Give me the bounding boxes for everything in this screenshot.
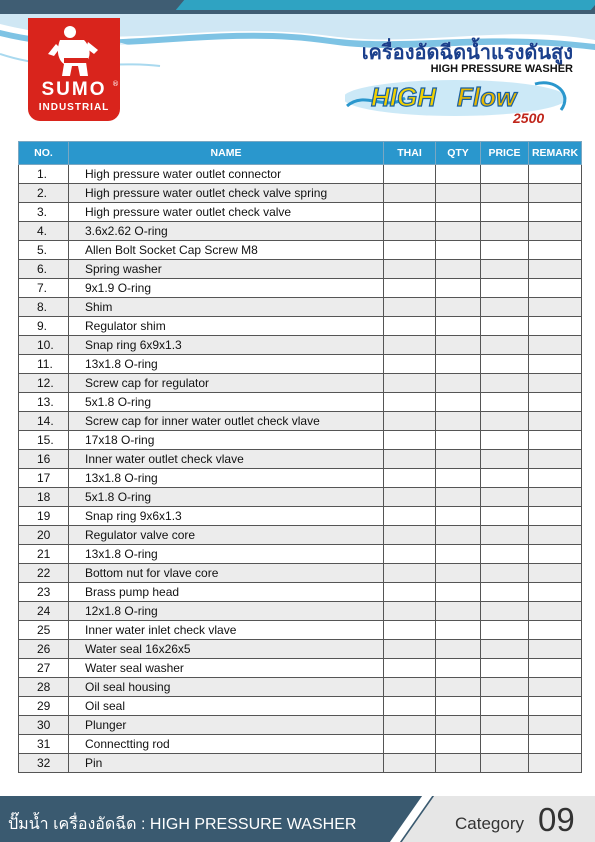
cell-name: Allen Bolt Socket Cap Screw M8 <box>69 241 384 260</box>
cell-thai <box>384 298 436 317</box>
cell-qty <box>436 545 481 564</box>
cell-name: Water seal 16x26x5 <box>69 640 384 659</box>
cell-remark <box>529 412 582 431</box>
cell-remark <box>529 222 582 241</box>
header-price: PRICE <box>481 142 529 165</box>
category-label: Category <box>455 814 524 833</box>
cell-thai <box>384 184 436 203</box>
cell-no: 31 <box>19 735 69 754</box>
cell-qty <box>436 469 481 488</box>
cell-qty <box>436 317 481 336</box>
table-row <box>19 507 582 526</box>
cell-remark <box>529 659 582 678</box>
cell-no: 18 <box>19 488 69 507</box>
cell-price <box>481 374 529 393</box>
cell-qty <box>436 488 481 507</box>
cell-remark <box>529 716 582 735</box>
table-row <box>19 583 582 602</box>
cell-name: Bottom nut for vlave core <box>69 564 384 583</box>
cell-price <box>481 298 529 317</box>
cell-remark <box>529 431 582 450</box>
cell-remark <box>529 735 582 754</box>
cell-thai <box>384 583 436 602</box>
cell-remark <box>529 260 582 279</box>
cell-remark <box>529 317 582 336</box>
table-row <box>19 754 582 773</box>
table-row <box>19 298 582 317</box>
cell-no: 25 <box>19 621 69 640</box>
cell-name: 5x1.8 O-ring <box>69 393 384 412</box>
cell-price <box>481 716 529 735</box>
cell-remark <box>529 526 582 545</box>
table-row <box>19 355 582 374</box>
cell-no: 16 <box>19 450 69 469</box>
table-row <box>19 488 582 507</box>
cell-no: 12. <box>19 374 69 393</box>
cell-no: 15. <box>19 431 69 450</box>
cell-price <box>481 697 529 716</box>
cell-remark <box>529 393 582 412</box>
cell-qty <box>436 697 481 716</box>
cell-price <box>481 583 529 602</box>
cell-price <box>481 222 529 241</box>
table-row <box>19 279 582 298</box>
cell-no: 29 <box>19 697 69 716</box>
cell-name: 17x18 O-ring <box>69 431 384 450</box>
cell-price <box>481 241 529 260</box>
cell-thai <box>384 431 436 450</box>
table-row <box>19 222 582 241</box>
cell-thai <box>384 260 436 279</box>
cell-price <box>481 279 529 298</box>
cell-name: High pressure water outlet check valve <box>69 203 384 222</box>
cell-no: 3. <box>19 203 69 222</box>
table-row <box>19 602 582 621</box>
cell-qty <box>436 754 481 773</box>
cell-no: 4. <box>19 222 69 241</box>
logo-name: SUMO <box>41 79 107 100</box>
cell-qty <box>436 716 481 735</box>
cell-qty <box>436 203 481 222</box>
cell-price <box>481 507 529 526</box>
cell-qty <box>436 564 481 583</box>
cell-qty <box>436 735 481 754</box>
cell-name: Inner water inlet check vlave <box>69 621 384 640</box>
cell-no: 10. <box>19 336 69 355</box>
cell-remark <box>529 488 582 507</box>
table-row <box>19 564 582 583</box>
cell-price <box>481 203 529 222</box>
cell-thai <box>384 697 436 716</box>
cell-qty <box>436 640 481 659</box>
table-row <box>19 165 582 184</box>
cell-name: 13x1.8 O-ring <box>69 469 384 488</box>
table-row <box>19 469 582 488</box>
cell-remark <box>529 298 582 317</box>
cell-thai <box>384 564 436 583</box>
table-row <box>19 184 582 203</box>
cell-remark <box>529 640 582 659</box>
header-name: NAME <box>69 142 384 165</box>
cell-price <box>481 412 529 431</box>
cell-name: 5x1.8 O-ring <box>69 488 384 507</box>
title-thai: เครื่องอัดฉีดน้ำแรงดันสูง <box>361 42 573 64</box>
cell-no: 26 <box>19 640 69 659</box>
cell-qty <box>436 298 481 317</box>
cell-thai <box>384 165 436 184</box>
table-row <box>19 336 582 355</box>
cell-price <box>481 564 529 583</box>
cell-remark <box>529 602 582 621</box>
cell-name: Screw cap for inner water outlet check vlave <box>69 412 384 431</box>
table-row <box>19 640 582 659</box>
cell-name: 13x1.8 O-ring <box>69 355 384 374</box>
cell-qty <box>436 602 481 621</box>
cell-remark <box>529 564 582 583</box>
table-row <box>19 241 582 260</box>
cell-thai <box>384 393 436 412</box>
cell-no: 11. <box>19 355 69 374</box>
header-thai: THAI <box>384 142 436 165</box>
cell-thai <box>384 545 436 564</box>
cell-thai <box>384 450 436 469</box>
cell-qty <box>436 393 481 412</box>
cell-qty <box>436 222 481 241</box>
cell-price <box>481 450 529 469</box>
cell-remark <box>529 355 582 374</box>
cell-no: 9. <box>19 317 69 336</box>
cell-price <box>481 469 529 488</box>
cell-remark <box>529 621 582 640</box>
cell-qty <box>436 374 481 393</box>
cell-remark <box>529 469 582 488</box>
cell-thai <box>384 317 436 336</box>
cell-no: 21 <box>19 545 69 564</box>
table-row <box>19 374 582 393</box>
table-row <box>19 621 582 640</box>
cell-price <box>481 260 529 279</box>
cell-no: 6. <box>19 260 69 279</box>
cell-price <box>481 526 529 545</box>
cell-remark <box>529 583 582 602</box>
cell-qty <box>436 336 481 355</box>
registered-icon: ® <box>112 80 119 88</box>
table-row <box>19 678 582 697</box>
cell-price <box>481 640 529 659</box>
cell-qty <box>436 621 481 640</box>
logo-subtitle: INDUSTRIAL <box>38 102 110 113</box>
cell-price <box>481 317 529 336</box>
cell-no: 19 <box>19 507 69 526</box>
cell-qty <box>436 583 481 602</box>
cell-price <box>481 678 529 697</box>
cell-no: 27 <box>19 659 69 678</box>
cell-thai <box>384 716 436 735</box>
cell-qty <box>436 165 481 184</box>
cell-name: 12x1.8 O-ring <box>69 602 384 621</box>
table-row <box>19 735 582 754</box>
cell-thai <box>384 640 436 659</box>
header-accent-stripe <box>176 0 595 10</box>
cell-name: 9x1.9 O-ring <box>69 279 384 298</box>
cell-price <box>481 393 529 412</box>
cell-thai <box>384 621 436 640</box>
header-remark: REMARK <box>529 142 582 165</box>
cell-qty <box>436 659 481 678</box>
table-row <box>19 716 582 735</box>
table-row <box>19 659 582 678</box>
cell-thai <box>384 355 436 374</box>
sumo-logo <box>28 18 120 121</box>
cell-qty <box>436 678 481 697</box>
cell-no: 7. <box>19 279 69 298</box>
cell-name: Screw cap for regulator <box>69 374 384 393</box>
cell-thai <box>384 735 436 754</box>
cell-qty <box>436 260 481 279</box>
cell-name: Regulator valve core <box>69 526 384 545</box>
cell-qty <box>436 526 481 545</box>
cell-qty <box>436 431 481 450</box>
cell-remark <box>529 279 582 298</box>
cell-remark <box>529 678 582 697</box>
cell-qty <box>436 450 481 469</box>
table-row <box>19 545 582 564</box>
cell-price <box>481 659 529 678</box>
table-row <box>19 203 582 222</box>
cell-remark <box>529 184 582 203</box>
cell-price <box>481 602 529 621</box>
cell-name: High pressure water outlet connector <box>69 165 384 184</box>
cell-no: 17 <box>19 469 69 488</box>
cell-qty <box>436 184 481 203</box>
cell-name: Spring washer <box>69 260 384 279</box>
cell-remark <box>529 241 582 260</box>
cell-name: 13x1.8 O-ring <box>69 545 384 564</box>
cell-name: Inner water outlet check vlave <box>69 450 384 469</box>
cell-no: 13. <box>19 393 69 412</box>
cell-no: 30 <box>19 716 69 735</box>
cell-price <box>481 621 529 640</box>
cell-name: High pressure water outlet check valve spring <box>69 184 384 203</box>
cell-remark <box>529 336 582 355</box>
product-word-high: HIGH <box>371 82 436 112</box>
cell-price <box>481 735 529 754</box>
category-number: 09 <box>538 801 575 838</box>
table-row <box>19 526 582 545</box>
cell-thai <box>384 507 436 526</box>
cell-thai <box>384 602 436 621</box>
cell-name: Regulator shim <box>69 317 384 336</box>
cell-remark <box>529 697 582 716</box>
cell-no: 2. <box>19 184 69 203</box>
header-no: NO. <box>19 142 69 165</box>
cell-no: 8. <box>19 298 69 317</box>
table-row <box>19 431 582 450</box>
cell-price <box>481 431 529 450</box>
highflow-product-logo <box>345 76 577 126</box>
table-row <box>19 697 582 716</box>
cell-no: 1. <box>19 165 69 184</box>
cell-qty <box>436 507 481 526</box>
cell-name: Snap ring 9x6x1.3 <box>69 507 384 526</box>
cell-remark <box>529 754 582 773</box>
cell-thai <box>384 203 436 222</box>
cell-no: 24 <box>19 602 69 621</box>
cell-remark <box>529 374 582 393</box>
title-english: HIGH PRESSURE WASHER <box>430 63 573 75</box>
cell-no: 23 <box>19 583 69 602</box>
cell-price <box>481 336 529 355</box>
cell-remark <box>529 203 582 222</box>
product-model: 2500 <box>513 110 545 126</box>
cell-thai <box>384 488 436 507</box>
cell-no: 14. <box>19 412 69 431</box>
cell-name: Oil seal housing <box>69 678 384 697</box>
cell-qty <box>436 241 481 260</box>
cell-qty <box>436 412 481 431</box>
cell-price <box>481 754 529 773</box>
cell-qty <box>436 355 481 374</box>
table-row <box>19 393 582 412</box>
cell-no: 28 <box>19 678 69 697</box>
cell-no: 5. <box>19 241 69 260</box>
cell-thai <box>384 678 436 697</box>
cell-price <box>481 165 529 184</box>
cell-thai <box>384 222 436 241</box>
cell-remark <box>529 450 582 469</box>
cell-remark <box>529 507 582 526</box>
cell-price <box>481 184 529 203</box>
table-row <box>19 412 582 431</box>
table-row <box>19 450 582 469</box>
cell-thai <box>384 412 436 431</box>
cell-name: Pin <box>69 754 384 773</box>
cell-remark <box>529 165 582 184</box>
cell-price <box>481 488 529 507</box>
cell-thai <box>384 241 436 260</box>
cell-name: Oil seal <box>69 697 384 716</box>
cell-name: Water seal washer <box>69 659 384 678</box>
footer-category-title: ปั๊มน้ำ เครื่องอัดฉีด : HIGH PRESSURE WASHER <box>8 816 357 833</box>
cell-name: Plunger <box>69 716 384 735</box>
cell-price <box>481 355 529 374</box>
cell-name: Snap ring 6x9x1.3 <box>69 336 384 355</box>
cell-thai <box>384 279 436 298</box>
cell-no: 20 <box>19 526 69 545</box>
cell-thai <box>384 336 436 355</box>
cell-thai <box>384 659 436 678</box>
table-row <box>19 260 582 279</box>
cell-thai <box>384 526 436 545</box>
cell-name: Brass pump head <box>69 583 384 602</box>
header-qty: QTY <box>436 142 481 165</box>
cell-name: Shim <box>69 298 384 317</box>
cell-thai <box>384 374 436 393</box>
table-header-row <box>19 142 582 165</box>
cell-no: 32 <box>19 754 69 773</box>
cell-remark <box>529 545 582 564</box>
cell-price <box>481 545 529 564</box>
cell-qty <box>436 279 481 298</box>
cell-name: 3.6x2.62 O-ring <box>69 222 384 241</box>
cell-thai <box>384 754 436 773</box>
cell-name: Connectting rod <box>69 735 384 754</box>
parts-table <box>18 141 582 773</box>
sumo-wrestler-icon <box>28 20 120 80</box>
cell-thai <box>384 469 436 488</box>
table-row <box>19 317 582 336</box>
product-word-flow: Flow <box>457 82 517 112</box>
cell-no: 22 <box>19 564 69 583</box>
